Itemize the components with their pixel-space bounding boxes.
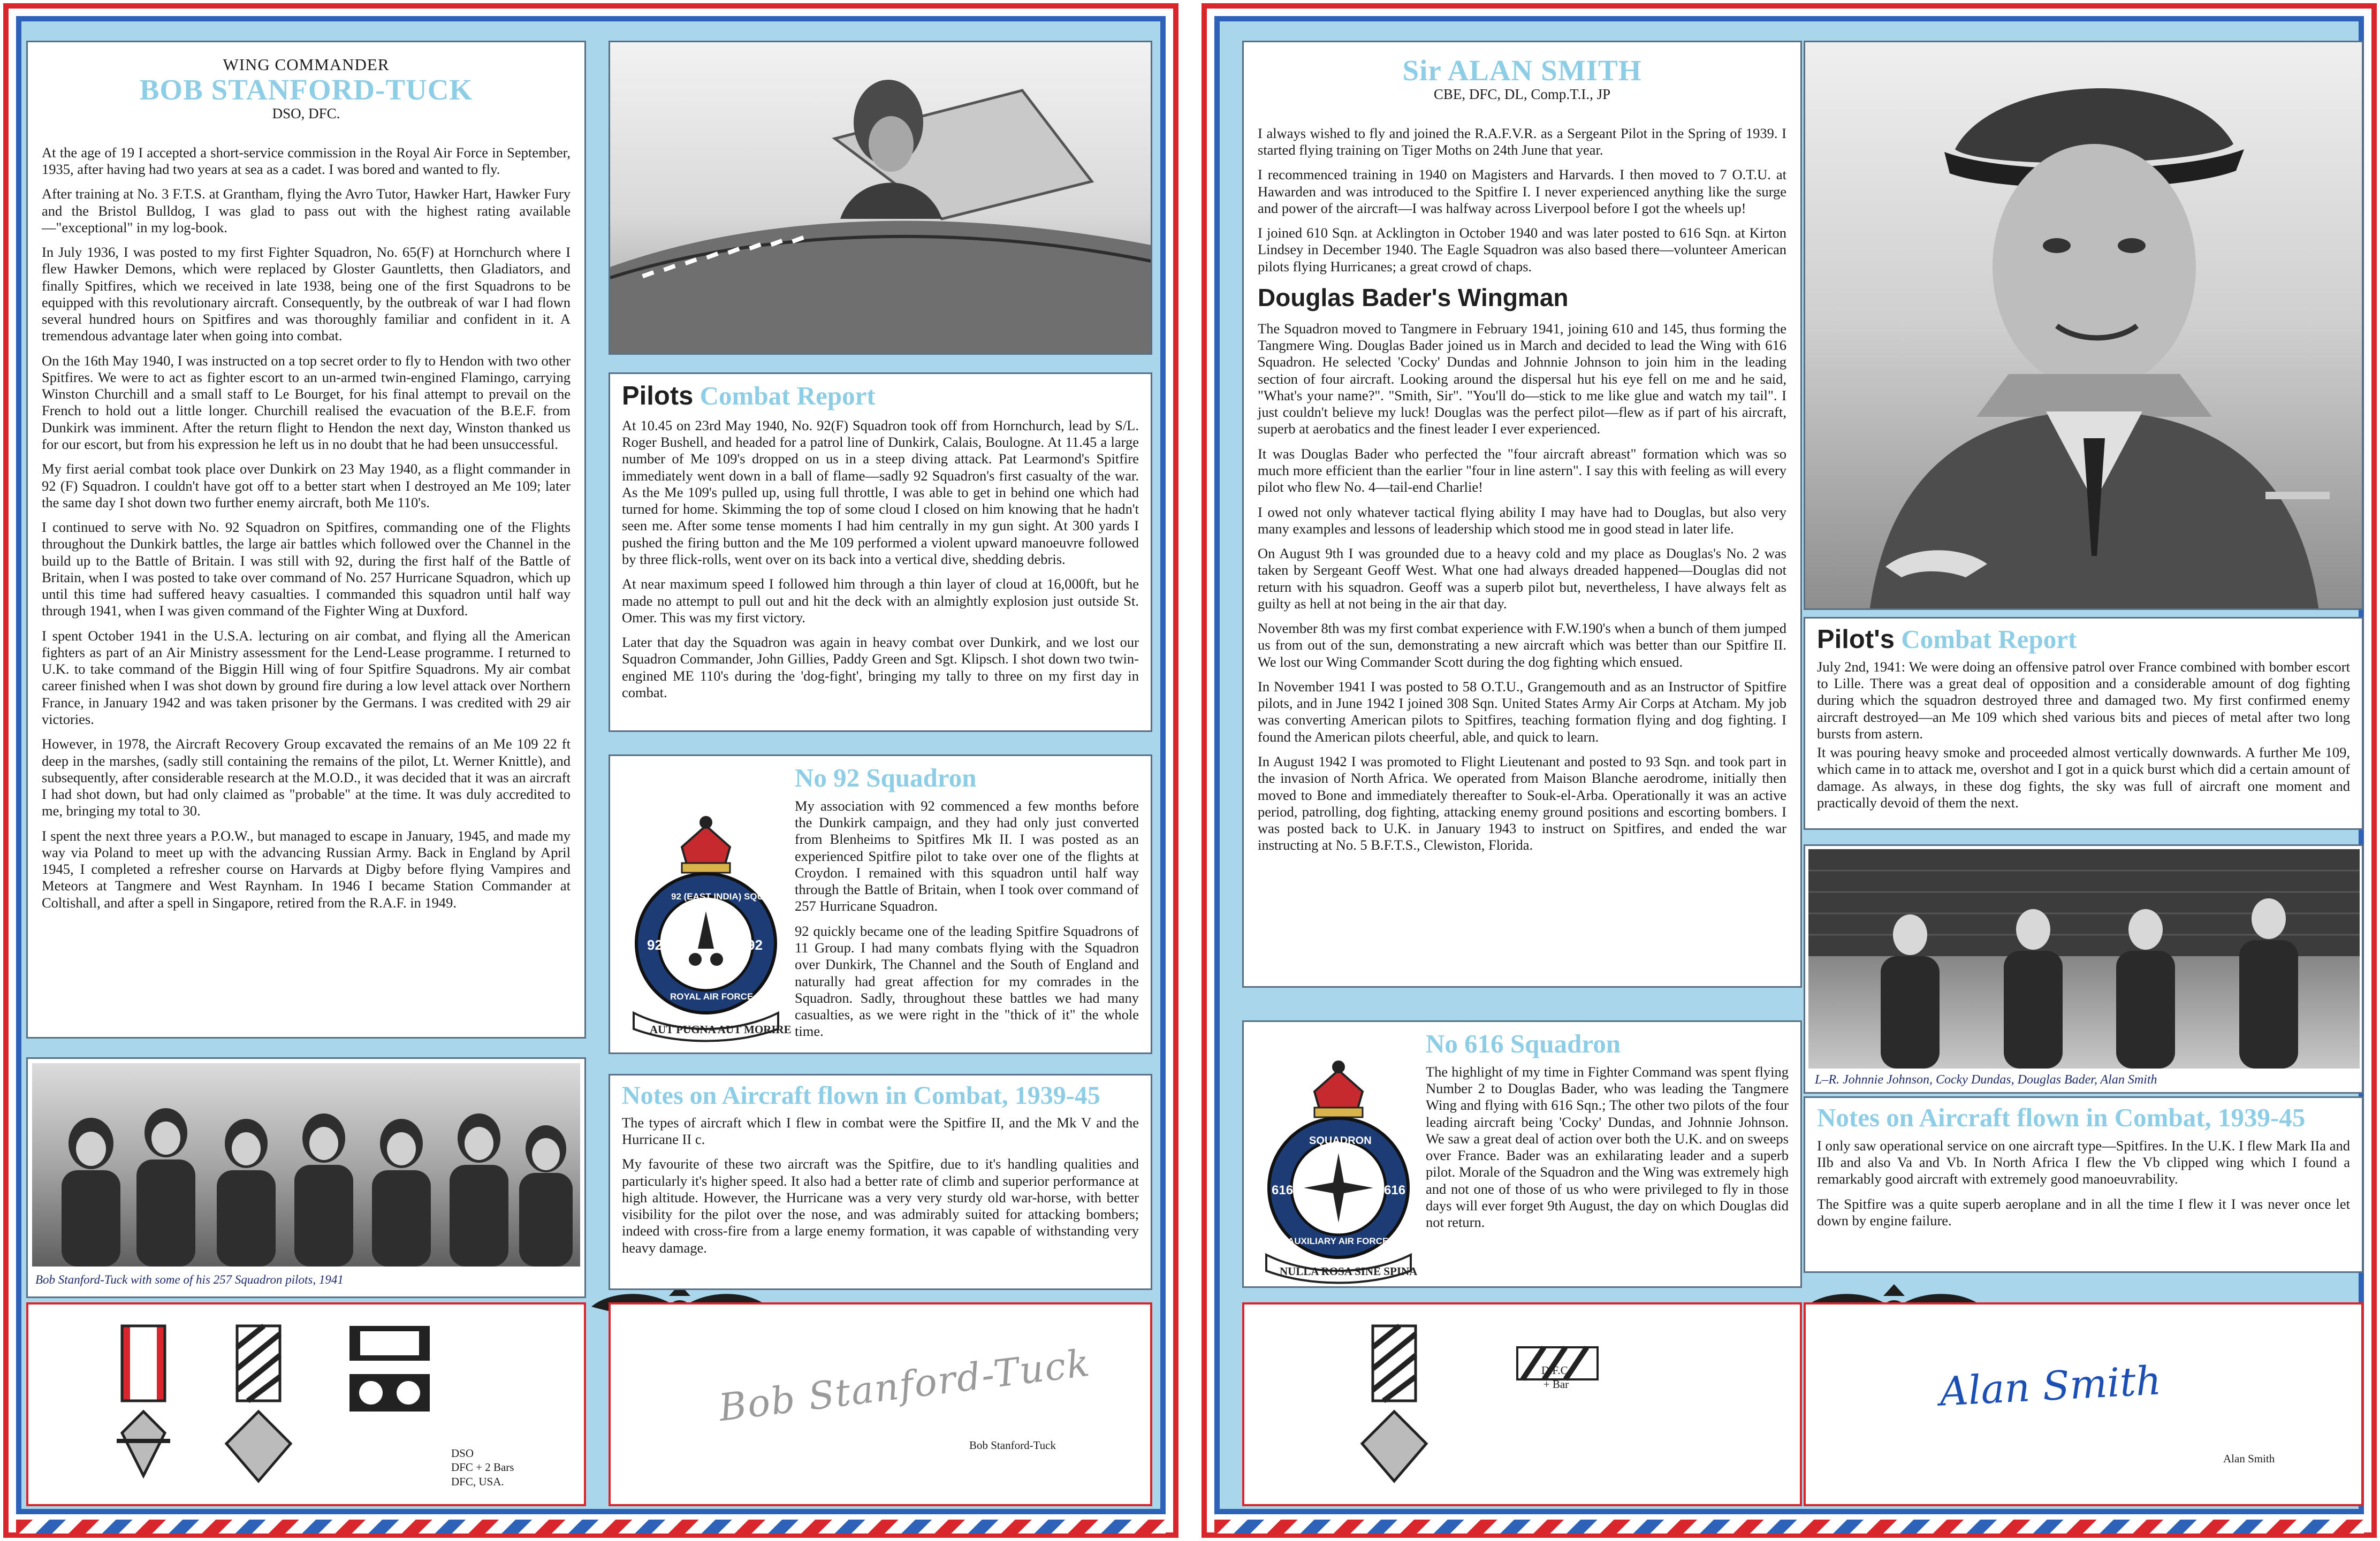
bio-paragraph: It was Douglas Bader who perfected the "four aircraft abreast" formation which was so much more efficient than the earlier "four in line astern". I say this with feeling as will every pilot who flew No. 4—tail-end Charlie!	[1258, 445, 1786, 495]
group-photo-caption: Bob Stanford-Tuck with some of his 257 Squadron pilots, 1941	[35, 1273, 344, 1286]
group-photo-panel	[26, 1057, 586, 1298]
right-page	[1198, 0, 2380, 1541]
cockpit-illustration	[610, 42, 1152, 355]
aircraft-notes-title: Notes on Aircraft flown in Combat, 1939-45	[1817, 1103, 2306, 1132]
combat-report-paragraph: At near maximum speed I followed him through a thin layer of cloud at 16,000ft, but he made no attempt to pull out and hit the deck with an almightly explosion just outside St. Omer. This was my first victory.	[622, 576, 1139, 625]
bio-paragraph: In August 1942 I was promoted to Flight Lieutenant and posted to 93 Sqn. and took part in the invasion of North Africa. We operated from Maison Blanche aerodrome, initially then moved to Bone and immediately thereafter to Souk-el-Arba. Operationally it was an active period, patrolling, dog fighting, attacking enemy ground positions and escorting bombers. I was posted back to U.K. in January 1943 to instruct on Spitfires, and ended the war instructing at No. 5 B.F.T.S., Clewiston, Florida.	[1258, 753, 1786, 853]
aircraft-notes-panel	[1804, 1096, 2363, 1273]
squadron-616-panel	[1242, 1020, 1802, 1288]
squadron-paragraph: 92 quickly became one of the leading Spitfire Squadrons of 11 Group. I had many combats flying with the Squadron over Dunkirk, The Channel and the South of England and naturally had great affection for my comrades in the Squadron. Sadly, throughout these battles we had many casualties, as we were right in the "thick of it" the whole time.	[795, 922, 1139, 1040]
aircraft-notes-text	[1817, 1138, 2350, 1229]
medal-label-line: DFC, USA.	[451, 1475, 504, 1488]
bader-group-photo	[1808, 849, 2360, 1069]
notes-paragraph: I only saw operational service on one aircraft type—Spitfires. In the U.K. I flew Mark IIa and IIb and also Va and Vb. In North Africa I flew the Vb clipped wing which I found a remarkably good aircraft with extremely good manoeuvrability.	[1817, 1137, 2350, 1187]
pilot-honours: CBE, DFC, DL, Comp.T.I., JP	[1433, 86, 1611, 102]
pilot-honours: DSO, DFC.	[272, 105, 340, 121]
signature-panel	[1804, 1302, 2363, 1506]
combat-report-title	[622, 382, 1139, 411]
bio-paragraph: At the age of 19 I accepted a short-service commission in the Royal Air Force in September, 1935, after having had two years at sea as a cadet. I was bored and wanted to fly.	[42, 144, 571, 178]
flag-stripe	[16, 1520, 1166, 1534]
dfc-medal-icon	[226, 1326, 291, 1481]
medal-label-line: DSO	[451, 1447, 474, 1460]
portrait-illustration	[1805, 42, 2363, 610]
medal-label-line: + Bar	[1543, 1378, 1569, 1391]
alan-smith-signature: Alan Smith	[1938, 1357, 2163, 1415]
signature-label: Alan Smith	[2223, 1452, 2275, 1465]
crest-ring-text: 92 (EAST INDIA) SQUADRON	[671, 891, 794, 902]
flag-stripe	[1214, 1520, 2364, 1534]
notes-paragraph: My favourite of these two aircraft was the Spitfire, due to it's handling qualities and particularly it's higher speed. It also had a better rate of climb and superior performance at high altitude. However, the Hurricane was a very very sturdy old war-horse, with better visibility for the pilot over the nose, and was admirably suited for attacking bombers; indeed with cross-fire from a large enemy formation, it was capable of withstanding very heavy damage.	[622, 1156, 1139, 1256]
combat-report-panel	[1804, 617, 2363, 830]
bio-paragraph: My first aerial combat took place over Dunkirk on 23 May 1940, as a flight commander in 92 (F) Squadron. I couldn't have got off to a better start when I destroyed an Me 109; later the same day I shot down two further enemy aircraft, both Me 110's.	[42, 461, 571, 510]
group-photo-caption: L–R. Johnnie Johnson, Cocky Dundas, Douglas Bader, Alan Smith	[1815, 1073, 2157, 1087]
squadron-crest-icon	[618, 810, 794, 1045]
squadron-616-crest	[1250, 1054, 1427, 1284]
crest-motto: AUT PUGNA AUT MORIRE	[650, 1023, 792, 1036]
alan-smith-portrait	[1804, 41, 2363, 610]
crest-band-text: AUXILIARY AIR FORCE	[1288, 1236, 1389, 1246]
crest-band-text: ROYAL AIR FORCE	[670, 991, 754, 1002]
combat-report-title-dark: Pilots	[622, 382, 694, 410]
alan-smith-bio-panel	[1242, 41, 1802, 988]
rank-title: WING COMMANDER	[223, 55, 390, 74]
combat-report-title-light: Combat Report	[1901, 624, 2077, 654]
pilots-standing-illustration	[1808, 849, 2360, 1069]
bio-paragraph: In November 1941 I was posted to 58 O.T.U., Grangemouth and as an Instructor of Spitfire pilots, and in June 1942 I joined 308 Sqn. United States Army Air Corps at Atcham. My job was converting American pilots to Spitfires, teaching formation flying and dog fighting. I found the American pilots cheerful, able, and quick to learn.	[1258, 678, 1786, 745]
dso-medal-icon	[117, 1326, 170, 1476]
medals-label	[1541, 1363, 1571, 1392]
squadron-616-text	[1426, 1064, 1789, 1231]
bio-paragraph: I always wished to fly and joined the R.A.F.V.R. as a Sergeant Pilot in the Spring of 1939. I started flying training on Tiger Moths on 24th June that year.	[1258, 125, 1786, 158]
bio-text	[1258, 125, 1786, 275]
squadron-92-crest	[618, 810, 794, 1045]
squadron-616-content	[1426, 1029, 1789, 1239]
squadron-92-panel	[609, 754, 1152, 1054]
medals-label	[451, 1446, 514, 1489]
medals-panel	[1242, 1302, 1802, 1506]
bio-paragraph: On the 16th May 1940, I was instructed on a top secret order to fly to Hendon with two other Spitfires. We were to act as fighter escort to an un-armed twin-engined Flamingo, carrying Winston Churchill and a small staff to Le Bourget, for his final attempt to prevail on the French to hold out a little longer. Churchill realised the evacuation of the B.E.F. from Dunkirk was imminent. After the return flight to Hendon the next day, Winston thanked us for our escort, but from his expression he left us in no doubt that he had been unsuccessful.	[42, 352, 571, 452]
bio-paragraph: I joined 610 Sqn. at Acklington in October 1940 and was later posted to 616 Sqn. at Kirton Lindsey in December 1940. The Eagle Squadron was also based there—volunteer American pilots flying Hurricanes; a great crowd of chaps.	[1258, 225, 1786, 274]
bio-paragraph: I continued to serve with No. 92 Squadron on Spitfires, commanding one of the Flights throughout the Dunkirk battles, the large air battles which followed over the Channel in the build up to the Battle of Britain. I was still with 92, during the first half of the Battle of Britain, when I was posted to take over command of No. 257 Hurricane Squadron, which up until this time had suffered heavy casualties. I commanded this squadron until half way through 1941, when I was given command of the Fighter Wing at Duxford.	[42, 519, 571, 619]
notes-paragraph: The Spitfire was a quite superb aeroplane and in all the time I flew it I was never once let down by engine failure.	[1817, 1195, 2350, 1229]
squadron-92-content	[795, 764, 1139, 1048]
combat-report-paragraph: July 2nd, 1941: We were doing an offensive patrol over France combined with bomber escort to Lille. There was a great deal of opposition and a considerable amount of dog fighting during which the squadron destroyed three and damaged two. My first confirmed enemy aircraft destroyed—an Me 109 which shed various bits and pieces of metal after two long bursts from astern.	[1817, 658, 2350, 742]
group-photo-panel	[1804, 844, 2363, 1094]
notes-paragraph: The types of aircraft which I flew in combat were the Spitfire II, and the Mk V and the Hurricane II c.	[622, 1114, 1139, 1148]
combat-report-title-dark: Pilot's	[1817, 625, 1895, 654]
squadron-92-text	[795, 798, 1139, 1040]
crest-number-left: 92	[647, 937, 663, 953]
bio-text	[42, 144, 571, 911]
combat-report-paragraph: Later that day the Squadron was again in heavy combat over Dunkirk, and we lost our Squadron Commander, John Gillies, Paddy Green and Sgt. Klipsch. I shot down two twin-engined ME 110's during the 'dog-fight', bringing my tally to three on my first day in combat.	[622, 634, 1139, 700]
aircraft-notes-title: Notes on Aircraft flown in Combat, 1939-45	[622, 1081, 1100, 1110]
crest-ring-text: SQUADRON	[1309, 1135, 1372, 1147]
combat-report-title	[1817, 625, 2350, 654]
bader-wingman-heading: Douglas Bader's Wingman	[1258, 283, 1569, 311]
bio-text-continued	[1258, 321, 1786, 854]
aircraft-notes-panel	[609, 1074, 1152, 1290]
squadron-pilots-photo	[32, 1063, 580, 1267]
bio-paragraph: After training at No. 3 F.T.S. at Grantham, flying the Avro Tutor, Hawker Hart, Hawker Fury and the Bristol Bulldog, I was glad to pass out with the highest rating available—"exceptional" in my log-book.	[42, 186, 571, 235]
medal-label-line: DFC + 2 Bars	[451, 1461, 514, 1474]
medal-label-line: D.F.C.	[1541, 1364, 1571, 1377]
combat-report-paragraph: It was pouring heavy smoke and proceeded almost vertically downwards. A further Me 109, which came in to attack me, overshot and I got in a quick burst which did a certain amount of damage. As always, in these dog fights, the sky was full of aircraft one moment and practically devoid of them the next.	[1817, 744, 2350, 811]
medals-panel	[26, 1302, 586, 1506]
crest-number-left: 616	[1272, 1183, 1294, 1197]
crest-number-right: 616	[1384, 1183, 1406, 1197]
signature-label: Bob Stanford-Tuck	[969, 1439, 1056, 1452]
bio-paragraph: The Squadron moved to Tangmere in February 1941, joining 610 and 145, thus forming the Tangmere Wing. Douglas Bader joined us in March and decided to lead the Wing with 616 Squadron. He selected 'Cocky' Dundas and Johnnie Johnson to join him in the leading section of four aircraft. Looking around the dispersal hut his eye fell on me and he said, "What's your name?". "Smith, Sir". "You'll do—stick to me like glue and watch my tail". I just couldn't believe my luck! Douglas was the perfect pilot—flew as if part of his aircraft, superb at aerobatics and the finest leader I ever experienced.	[1258, 320, 1786, 437]
bio-paragraph: In July 1936, I was posted to my first Fighter Squadron, No. 65(F) at Hornchurch where I flew Hawker Demons, which were replaced by Gloster Gauntletts, then Gladiators, and finally Spitfires, which we received in late 1938, being one of the first Squadrons to be equipped with this revolutionary aircraft. Consequently, by the outbreak of war I had flown several hundred hours on Spitfires and was thoroughly familiar and confident in it. A tremendous advantage later when going into combat.	[42, 244, 571, 344]
squadron-paragraph: The highlight of my time in Fighter Command was spent flying Number 2 to Douglas Bader, who was leading the Tangmere Wing and flying with 616 Sqn.; The other two pilots of the four leading aircraft being 'Cocky' Dundas, and Johnnie Johnson. We saw a great deal of action over both the U.K. and on sweeps over France. Bader was an exhilarating leader and a superb pilot. Morale of the Squadron and the Wing was extremely high and not one of those of us who were privileged to fly in those days will ever forget 9th August, the day on which Douglas did not return.	[1426, 1063, 1789, 1231]
medals-illustration	[1244, 1304, 1801, 1505]
bio-paragraph: November 8th was my first combat experience with F.W.190's when a bunch of them jumped us from out of the sun, demonstrating a new aircraft which was better than our Spitfire II. We lost our Wing Commander Scott during the dog fighting which ensued.	[1258, 620, 1786, 670]
combat-report-text	[622, 417, 1139, 701]
combat-report-text	[1817, 659, 2350, 811]
dfc-medal-icon	[1362, 1326, 1426, 1481]
pilot-name: Sir ALAN SMITH	[1402, 54, 1642, 87]
squadron-paragraph: My association with 92 commenced a few months before the Dunkirk campaign, and they had only just converted from Blenheims to Spitfires Mk II. I was posted as an experienced Spitfire pilot to take over one of the flights at Croydon. I remained with this squadron until half way through the Battle of Britain, when I took over command of 257 Hurricane Squadron.	[795, 797, 1139, 914]
bio-paragraph: However, in 1978, the Aircraft Recovery Group excavated the remains of an Me 109 22 ft deep in the marshes, (sadly still containing the remains of the pilot, Lt. Werner Knittle), and subsequently, after considerable research at the M.O.D., it was decided that it was an aircraft I had shot down, but had only claimed as "probable" at the time. It was duly accredited to me, bringing my total to 30.	[42, 736, 571, 819]
dfc-usa-ribbons-icon	[349, 1326, 430, 1412]
bio-paragraph: I recommenced training in 1940 on Magisters and Harvards. I then moved to 7 O.T.U. at Hawarden and was introduced to the Spitfire I. I never experienced anything like the surge and power of the aircraft—I was halfway across Liverpool before I got the wheels up!	[1258, 166, 1786, 216]
cockpit-photo	[609, 41, 1152, 355]
bio-paragraph: I owed not only whatever tactical flying ability I may have had to Douglas, but also very many examples and lessons of leadership which stood me in good stead in later life.	[1258, 504, 1786, 537]
bio-paragraph: On August 9th I was grounded due to a heavy cold and my place as Douglas's No. 2 was taken by Sergeant Geoff West. What one had always dreaded happened—Douglas did not return with his squadron. Geoff was a superb pilot but, nevertheless, I have always felt as guilty as hell at not being in the air that day.	[1258, 545, 1786, 612]
squadron-crest-icon	[1250, 1054, 1427, 1284]
pilot-name: BOB STANFORD-TUCK	[139, 73, 473, 106]
left-page	[0, 0, 1182, 1541]
crest-motto: NULLA ROSA SINE SPINA	[1280, 1265, 1418, 1278]
stanford-tuck-bio-panel	[26, 41, 586, 1039]
signature-panel	[609, 1302, 1152, 1506]
page-gutter	[1182, 0, 1198, 1541]
combat-report-paragraph: At 10.45 on 23rd May 1940, No. 92(F) Squadron took off from Hornchurch, lead by S/L. Roger Bushell, and headed for a patrol line of Dunkirk, Calais, Boulogne. At 11.45 a large number of Me 109's dropped on us in a steep diving attack. Pat Learmond's Spitfire immediately went down in a ball of flame—sadly 92 Squadron's first casualty of the war. As the Me 109's pulled up, using full throttle, I was able to get in behind one which had turned for home. Skimming the top of some cloud I closed on him knowing that he hadn't seen me. After some tense moments I had him centrally in my gun sight. At 300 yards I pushed the firing button and the Me 109 performed a violent upward manoeuvre followed by three flick-rolls, went over on its back into a vertical dive, shedding debris.	[622, 417, 1139, 568]
bio-paragraph: I spent the next three years a P.O.W., but managed to escape in January, 1945, and made my way via Poland to meet up with the advancing Russian Army. Back in England by April 1945, I completed a refresher course on Harvards at Digby before flying Vampires and Meteors at Tangmere and West Raynham. In 1946 I became Station Commander at Coltishall, and after a spell in Singapore, retired from the R.A.F. in 1949.	[42, 827, 571, 911]
aircraft-notes-text	[622, 1115, 1139, 1256]
stanford-tuck-signature: Bob Stanford-Tuck	[716, 1340, 1093, 1430]
crest-number-right: 92	[747, 937, 763, 953]
bio-paragraph: I spent October 1941 in the U.S.A. lecturing on air combat, and flying all the American fighters as part of an Air Ministry assessment for the Lend-Lease programme. I returned to U.K. to take command of the Biggin Hill wing of four Spitfire Squadrons. My air combat career finished when I was shot down by ground fire during a low level attack over Northern France, in January 1942 and was taken prisoner by the Germans. I was credited with 29 air victories.	[42, 627, 571, 727]
pilots-group-illustration	[32, 1063, 580, 1267]
squadron-92-title: No 92 Squadron	[795, 763, 977, 792]
squadron-616-title: No 616 Squadron	[1426, 1029, 1621, 1058]
combat-report-panel	[609, 372, 1152, 732]
combat-report-title-light: Combat Report	[699, 381, 876, 410]
